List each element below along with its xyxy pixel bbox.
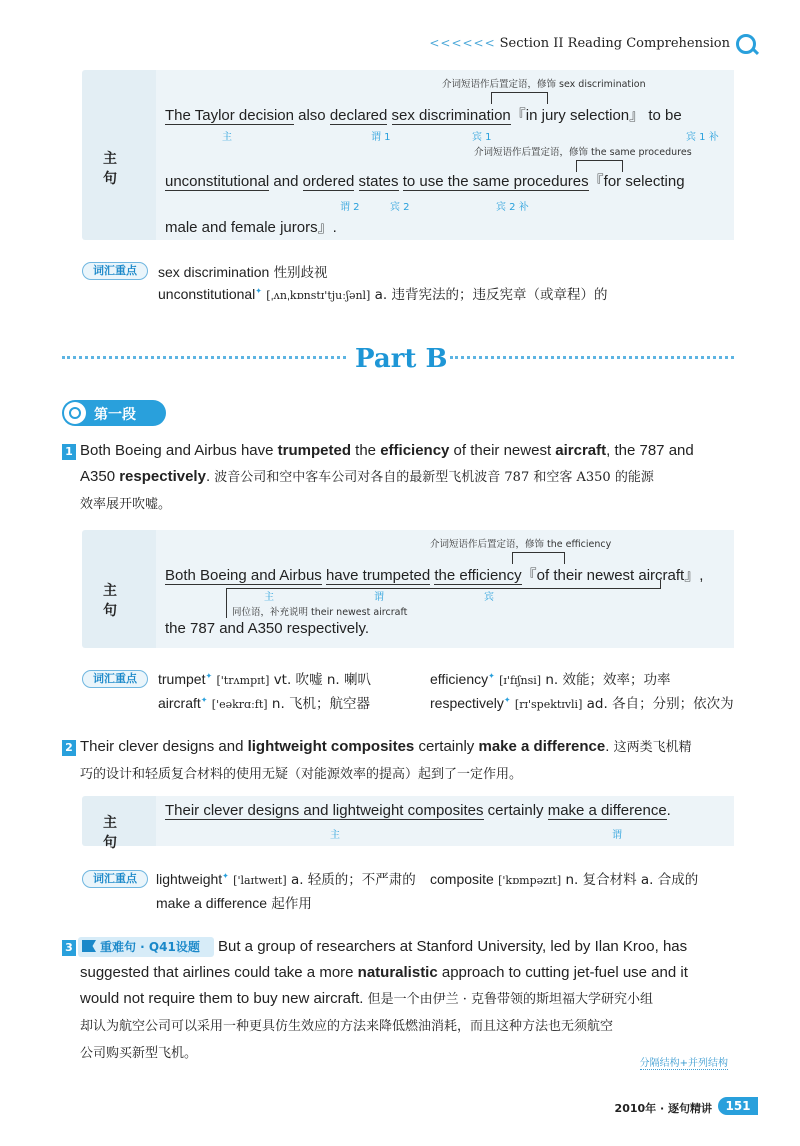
grammar-note: 介词短语作后置定语，修饰 the efficiency [430,539,612,550]
flag-icon [82,940,96,952]
box-label: 主 句 [103,151,131,187]
object-2: states [358,173,399,190]
sentence-number: 1 [62,444,76,460]
grammar-label: 宾 [484,592,494,603]
paragraph-3-line-1: But a group of researchers at Stanford University, led by Ilan Kroo, has [218,938,688,955]
prep-phrase: 『for selecting [588,173,685,190]
vocab-item: lightweight✦ ['laɪtweɪt] a. 轻质的；不严肃的 [156,871,416,888]
predicate-2: ordered [302,173,355,190]
star-icon: ✦ [222,871,229,881]
star-icon: ✦ [488,671,495,681]
sentence-line: male and female jurors』. [165,219,337,236]
grammar-label: 谓 [374,592,384,603]
structure-tag: 分隔结构+并列结构 [640,1054,728,1070]
sentence-line: Their clever designs and lightweight composites certainly make a difference. [165,802,671,819]
subject: The Taylor decision [165,107,294,124]
grammar-label: 宾 1 [472,132,492,143]
vocab-item: respectively✦ [rɪ'spektɪvli] ad. 各自；分别；依次为 [430,695,734,712]
prep-phrase: 『in jury selection』 [510,107,645,124]
predicate-1: declared [329,107,388,124]
object-1: sex discrimination [391,107,511,124]
box-label: 主 句 [103,815,131,851]
star-icon: ✦ [255,286,262,296]
grammar-label: 谓 2 [340,202,360,213]
sentence-analysis-box-3 [82,796,734,851]
grammar-label: 宾 2 [390,202,410,213]
grammar-label: 主 [264,592,274,603]
search-icon [736,34,756,54]
key-sentence-tag: 重难句 · Q41设题 [78,937,214,957]
search-icon [64,402,86,424]
subject: Both Boeing and Airbus [165,567,322,584]
sentence-number: 2 [62,740,76,756]
sentence-number: 3 [62,940,76,956]
grammar-label: 宾 1 补 [686,132,719,143]
running-header [429,36,730,51]
page-label: 2010年 · 逐句精讲 [614,1102,712,1115]
sentence-line: the 787 and A350 respectively. [165,620,370,637]
box-label: 主 句 [103,583,131,619]
object: the efficiency [434,567,522,584]
sentence-analysis-box-1 [82,70,734,240]
star-icon: ✦ [503,695,511,705]
vocab-item: unconstitutional✦ [ˌʌnˌkɒnstɪ'tjuːʃənl] a. 违背宪法的；违反宪章（或章程）的 [158,286,608,303]
grammar-label: 谓 1 [371,132,391,143]
grammar-label: 谓 [612,830,622,841]
grammar-label: 主 [330,830,340,841]
paragraph-3: suggested that airlines could take a more naturalistic approach to cutting jet-fuel use and it would not require them to buy new aircraft. 但是一个由伊兰 · 克鲁带领的斯坦福大学研究小组 却认为航空公司可以采用一种更具仿生效应的方法来降低燃油消耗，而且这种方法也无须航空 公司购买新型飞机。 [80,964,688,1061]
complement-2: to use the same procedures [402,173,589,190]
header-title: Section II Reading Comprehension [499,36,730,51]
sentence-line: The Taylor decision also declared sex discrimination『in jury selection』 to be [165,107,682,124]
star-icon: ✦ [200,695,208,705]
subject: Their clever designs and lightweight composites [165,802,484,819]
vocab-item: trumpet✦ ['trʌmpɪt] vt. 吹嘘 n. 喇叭 [158,671,371,688]
header-arrows: <<<<<< [429,36,496,50]
star-icon: ✦ [205,671,213,681]
vocab-item: efficiency✦ [ɪ'fɪʃnsi] n. 效能；效率；功率 [430,671,671,688]
divider [62,356,346,360]
predicate: make a difference [547,802,667,819]
section-title: 第一段 [94,407,136,423]
vocab-tag: 词汇重点 [82,870,148,888]
divider [450,356,734,360]
vocab-item: aircraft✦ ['eəkrɑːft] n. 飞机；航空器 [158,695,371,712]
prep-phrase: 『of their newest aircraft』, [521,567,704,584]
grammar-label: 主 [222,132,232,143]
sentence-line: unconstitutional and ordered states to use the same procedures『for selecting [165,173,685,190]
part-title: Part B [355,344,448,374]
grammar-label: 宾 2 补 [496,202,529,213]
box-inner [156,70,734,240]
vocab-tag: 词汇重点 [82,670,148,688]
sentence-line [165,564,703,585]
predicate: have trumpeted [325,567,431,584]
vocab-item: sex discrimination 性别歧视 [158,264,328,281]
paragraph-2: Their clever designs and lightweight composites certainly make a difference. 这两类飞机精 巧的设计和轻质复合材料的使用无疑（对能源效率的提高）起到了一定作用。 [80,738,692,782]
grammar-note: 介词短语作后置定语，修饰 the same procedures [474,147,692,158]
complement-1: unconstitutional [165,173,270,190]
paragraph-1: Both Boeing and Airbus have trumpeted the efficiency of their newest aircraft, the 787 and A350 respectively. 波音公司和空中客车公司对各自的最新型飞机波音 787 和空客 A350 的能源 效率展开吹嘘。 [80,442,694,512]
vocab-item: composite ['kɒmpəzɪt] n. 复合材料 a. 合成的 [430,871,699,888]
grammar-note: 同位语，补充说明 their newest aircraft [232,607,408,618]
section-tag [62,400,166,426]
sentence-analysis-box-2 [82,530,734,648]
grammar-note: 介词短语作后置定语，修饰 sex discrimination [442,79,646,90]
vocab-item: make a difference 起作用 [156,895,312,912]
page-number: 151 [718,1097,758,1115]
vocab-tag: 词汇重点 [82,262,148,280]
